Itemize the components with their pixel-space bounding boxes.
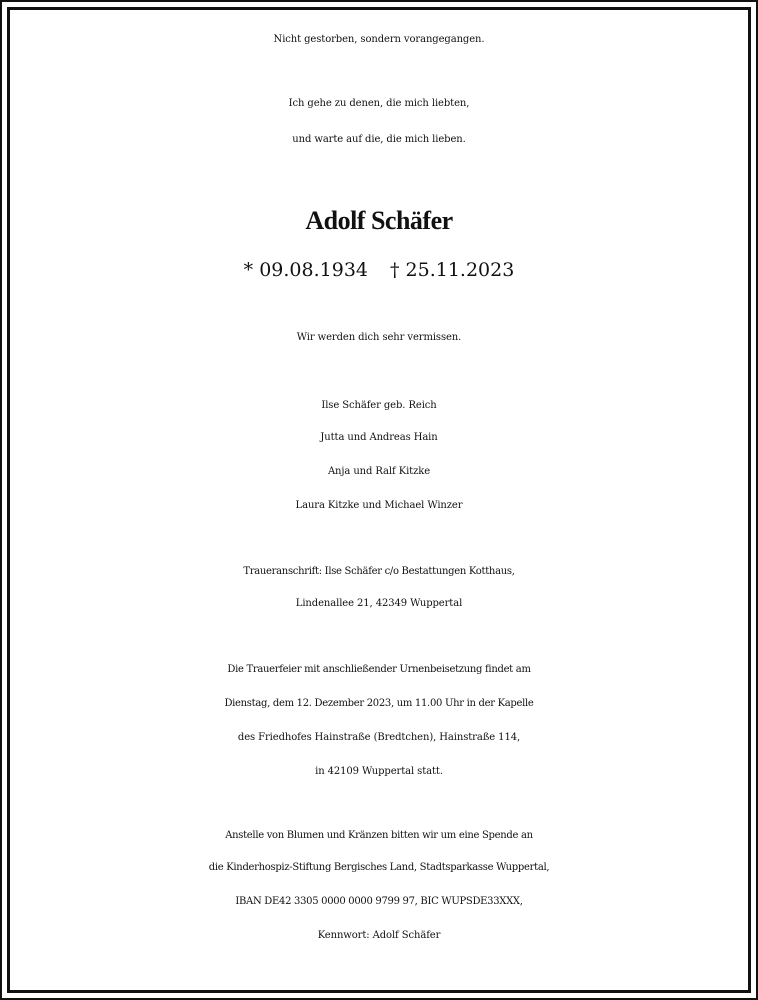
farewell-line: Wir werden dich sehr vermissen.	[296, 332, 462, 343]
mourner-1: Ilse Schäfer geb. Reich	[321, 400, 437, 411]
donation-line-3: IBAN DE42 3305 0000 0000 9799 97, BIC WUPSDE33XXX,	[235, 896, 523, 907]
address-line-2: Lindenallee 21, 42349 Wuppertal	[295, 598, 463, 609]
quote-line-3: und warte auf die, die mich lieben.	[292, 134, 466, 145]
quote-line-2: Ich gehe zu denen, die mich liebten,	[288, 98, 470, 109]
birth-date: * 09.08.1934	[243, 259, 368, 281]
mourner-3: Anja und Ralf Kitzke	[327, 466, 431, 477]
ceremony-line-3: des Friedhofes Hainstraße (Bredtchen), Hainstraße 114,	[237, 732, 521, 743]
donation-line-4: Kennwort: Adolf Schäfer	[317, 930, 441, 941]
mourner-4: Laura Kitzke und Michael Winzer	[295, 500, 463, 511]
ceremony-line-1: Die Trauerfeier mit anschließender Urnenbeisetzung findet am	[227, 664, 531, 675]
ceremony-line-2: Dienstag, dem 12. Dezember 2023, um 11.00 Uhr in der Kapelle	[224, 698, 534, 709]
ceremony-line-4: in 42109 Wuppertal statt.	[315, 766, 443, 777]
death-date: † 25.11.2023	[390, 259, 515, 281]
donation-line-1: Anstelle von Blumen und Kränzen bitten wir um eine Spende an	[225, 830, 533, 841]
quote-line-1: Nicht gestorben, sondern vorangegangen.	[273, 34, 485, 45]
mourner-2: Jutta und Andreas Hain	[320, 432, 438, 443]
donation-line-2: die Kinderhospiz-Stiftung Bergisches Land, Stadtsparkasse Wuppertal,	[208, 862, 550, 873]
address-line-1: Traueranschrift: Ilse Schäfer c/o Bestattungen Kotthaus,	[243, 566, 515, 577]
deceased-name: Adolf Schäfer	[305, 206, 453, 235]
life-dates	[10, 258, 748, 282]
